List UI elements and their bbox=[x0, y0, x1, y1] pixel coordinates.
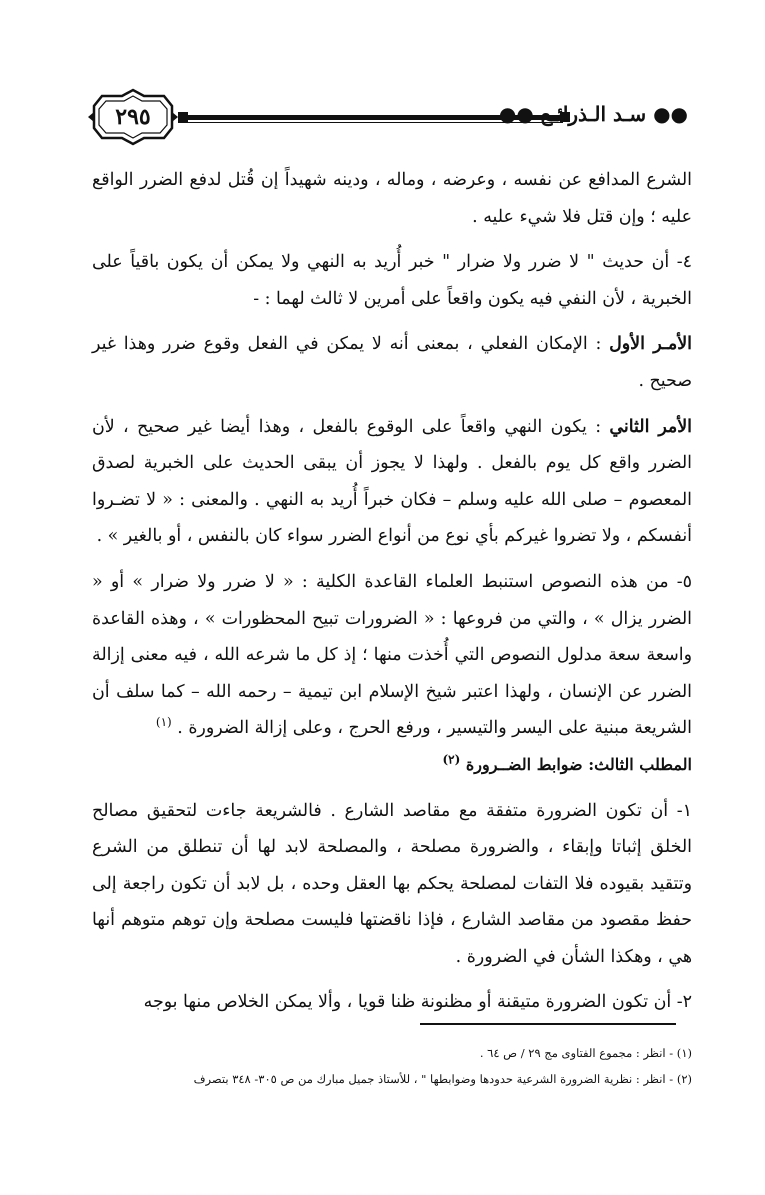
paragraph-5 bbox=[92, 564, 692, 747]
first-matter-text: : الإمكان الفعلي ، بمعنى أنه لا يمكن في الفعل وقوع ضرر وهذا غير صحيح . bbox=[92, 334, 692, 391]
running-header bbox=[88, 88, 688, 148]
second-matter-text: : يكون النهي واقعاً على الوقوع بالفعل ، وهذا أيضا غير صحيح ، لأن الضرر واقع كل يوم بالفعل . ولهذا لا يجوز أن يبقى الحديث على الخبرية لصدق المعصوم – صلى الله عليه وسلم – فكان خبراً أُريد به النهي . والمعنى : « لا تضـروا أنفسكم ، ولا تضروا غيركم بأي نوع من أنواع الضرر سواء كان بالنفس ، أو بالغير » . bbox=[92, 416, 692, 547]
footnote-rule bbox=[420, 1023, 676, 1025]
first-matter-label: الأمـر الأول bbox=[609, 334, 692, 355]
footnote-ref-1: (١) bbox=[155, 715, 172, 730]
second-matter-label: الأمر الثاني bbox=[609, 416, 692, 437]
header-title: ●● سـد الـذرائـع ●● bbox=[498, 102, 688, 126]
paragraph-2: ٤- أن حديث " لا ضرر ولا ضرار " خبر أُريد به النهي ولا يمكن أن يكون باقياً على الخبرية ، لأن النفي فيه يكون واقعاً على أمرين لا ثالث لهما : - bbox=[92, 252, 692, 309]
paragraph-4 bbox=[92, 409, 692, 555]
paragraph-5-text: ٥- من هذه النصوص استنبط العلماء القاعدة الكلية : « لا ضرر ولا ضرار » أو « الضرر يزال » ، والتي من فروعها : « الضرورات تبيح المحظورات » ، وهذه القاعدة واسعة سعة مدلول النصوص التي أُخذت منها ؛ إذ كل ما شرعه الله ، فيه معنى إزالة الضرر عن الإنسان ، ولهذا اعتبر شيخ الإسلام ابن تيمية – رحمه الله – كما سلف أن الشريعة مبنية على اليسر والتيسير ، ورفع الحرج ، وعلى إزالة الضرورة . bbox=[92, 571, 692, 739]
paragraph-6: ١- أن تكون الضرورة متفقة مع مقاصد الشارع . فالشريعة جاءت لتحقيق مصالح الخلق إثباتا وإبقاء ، والضرورة مصلحة ، والمصلحة لابد لها أن تنطلق من الشرع وتتقيد بقيوده فلا التفات لمصلحة يحكم بها العقل وحده ، بل لابد أن تكون راجعة إلى حفظ مقصود من مقاصد الشارع ، فإذا ناقضتها فليست مصلحة وإن توهم متوهم أنها هي ، وهكذا الشأن في الضرورة . bbox=[92, 800, 692, 967]
page-number: ٢٩٥ bbox=[115, 104, 151, 130]
body-text bbox=[92, 162, 692, 1030]
footnotes bbox=[110, 1040, 692, 1092]
page-number-badge bbox=[88, 88, 178, 146]
section-subheading bbox=[92, 747, 692, 784]
footnote-1: (١) - انظر : مجموع الفتاوى مج ٢٩ / ص ٦٤ . bbox=[479, 1046, 692, 1060]
rule-square-left bbox=[178, 112, 188, 122]
paragraph-3 bbox=[92, 326, 692, 399]
footnote-ref-2: (٢) bbox=[442, 752, 461, 767]
subheading-text: المطلب الثالث: ضوابط الضــرورة bbox=[465, 754, 692, 774]
paragraph-7: ٢- أن تكون الضرورة متيقنة أو مظنونة ظنا قويا ، وألا يمكن الخلاص منها بوجه bbox=[143, 992, 692, 1013]
footnote-2: (٢) - انظر : نظرية الضرورة الشرعية حدودها وضوابطها " ، للأستاذ جميل مبارك من ص ٣٠٥- ٣٤٨ بتصرف bbox=[193, 1072, 692, 1086]
paragraph-1: الشرع المدافع عن نفسه ، وعرضه ، وماله ، ودينه شهيداً إن قُتل لدفع الضرر الواقع عليه ؛ وإن قتل فلا شيء عليه . bbox=[92, 170, 692, 227]
